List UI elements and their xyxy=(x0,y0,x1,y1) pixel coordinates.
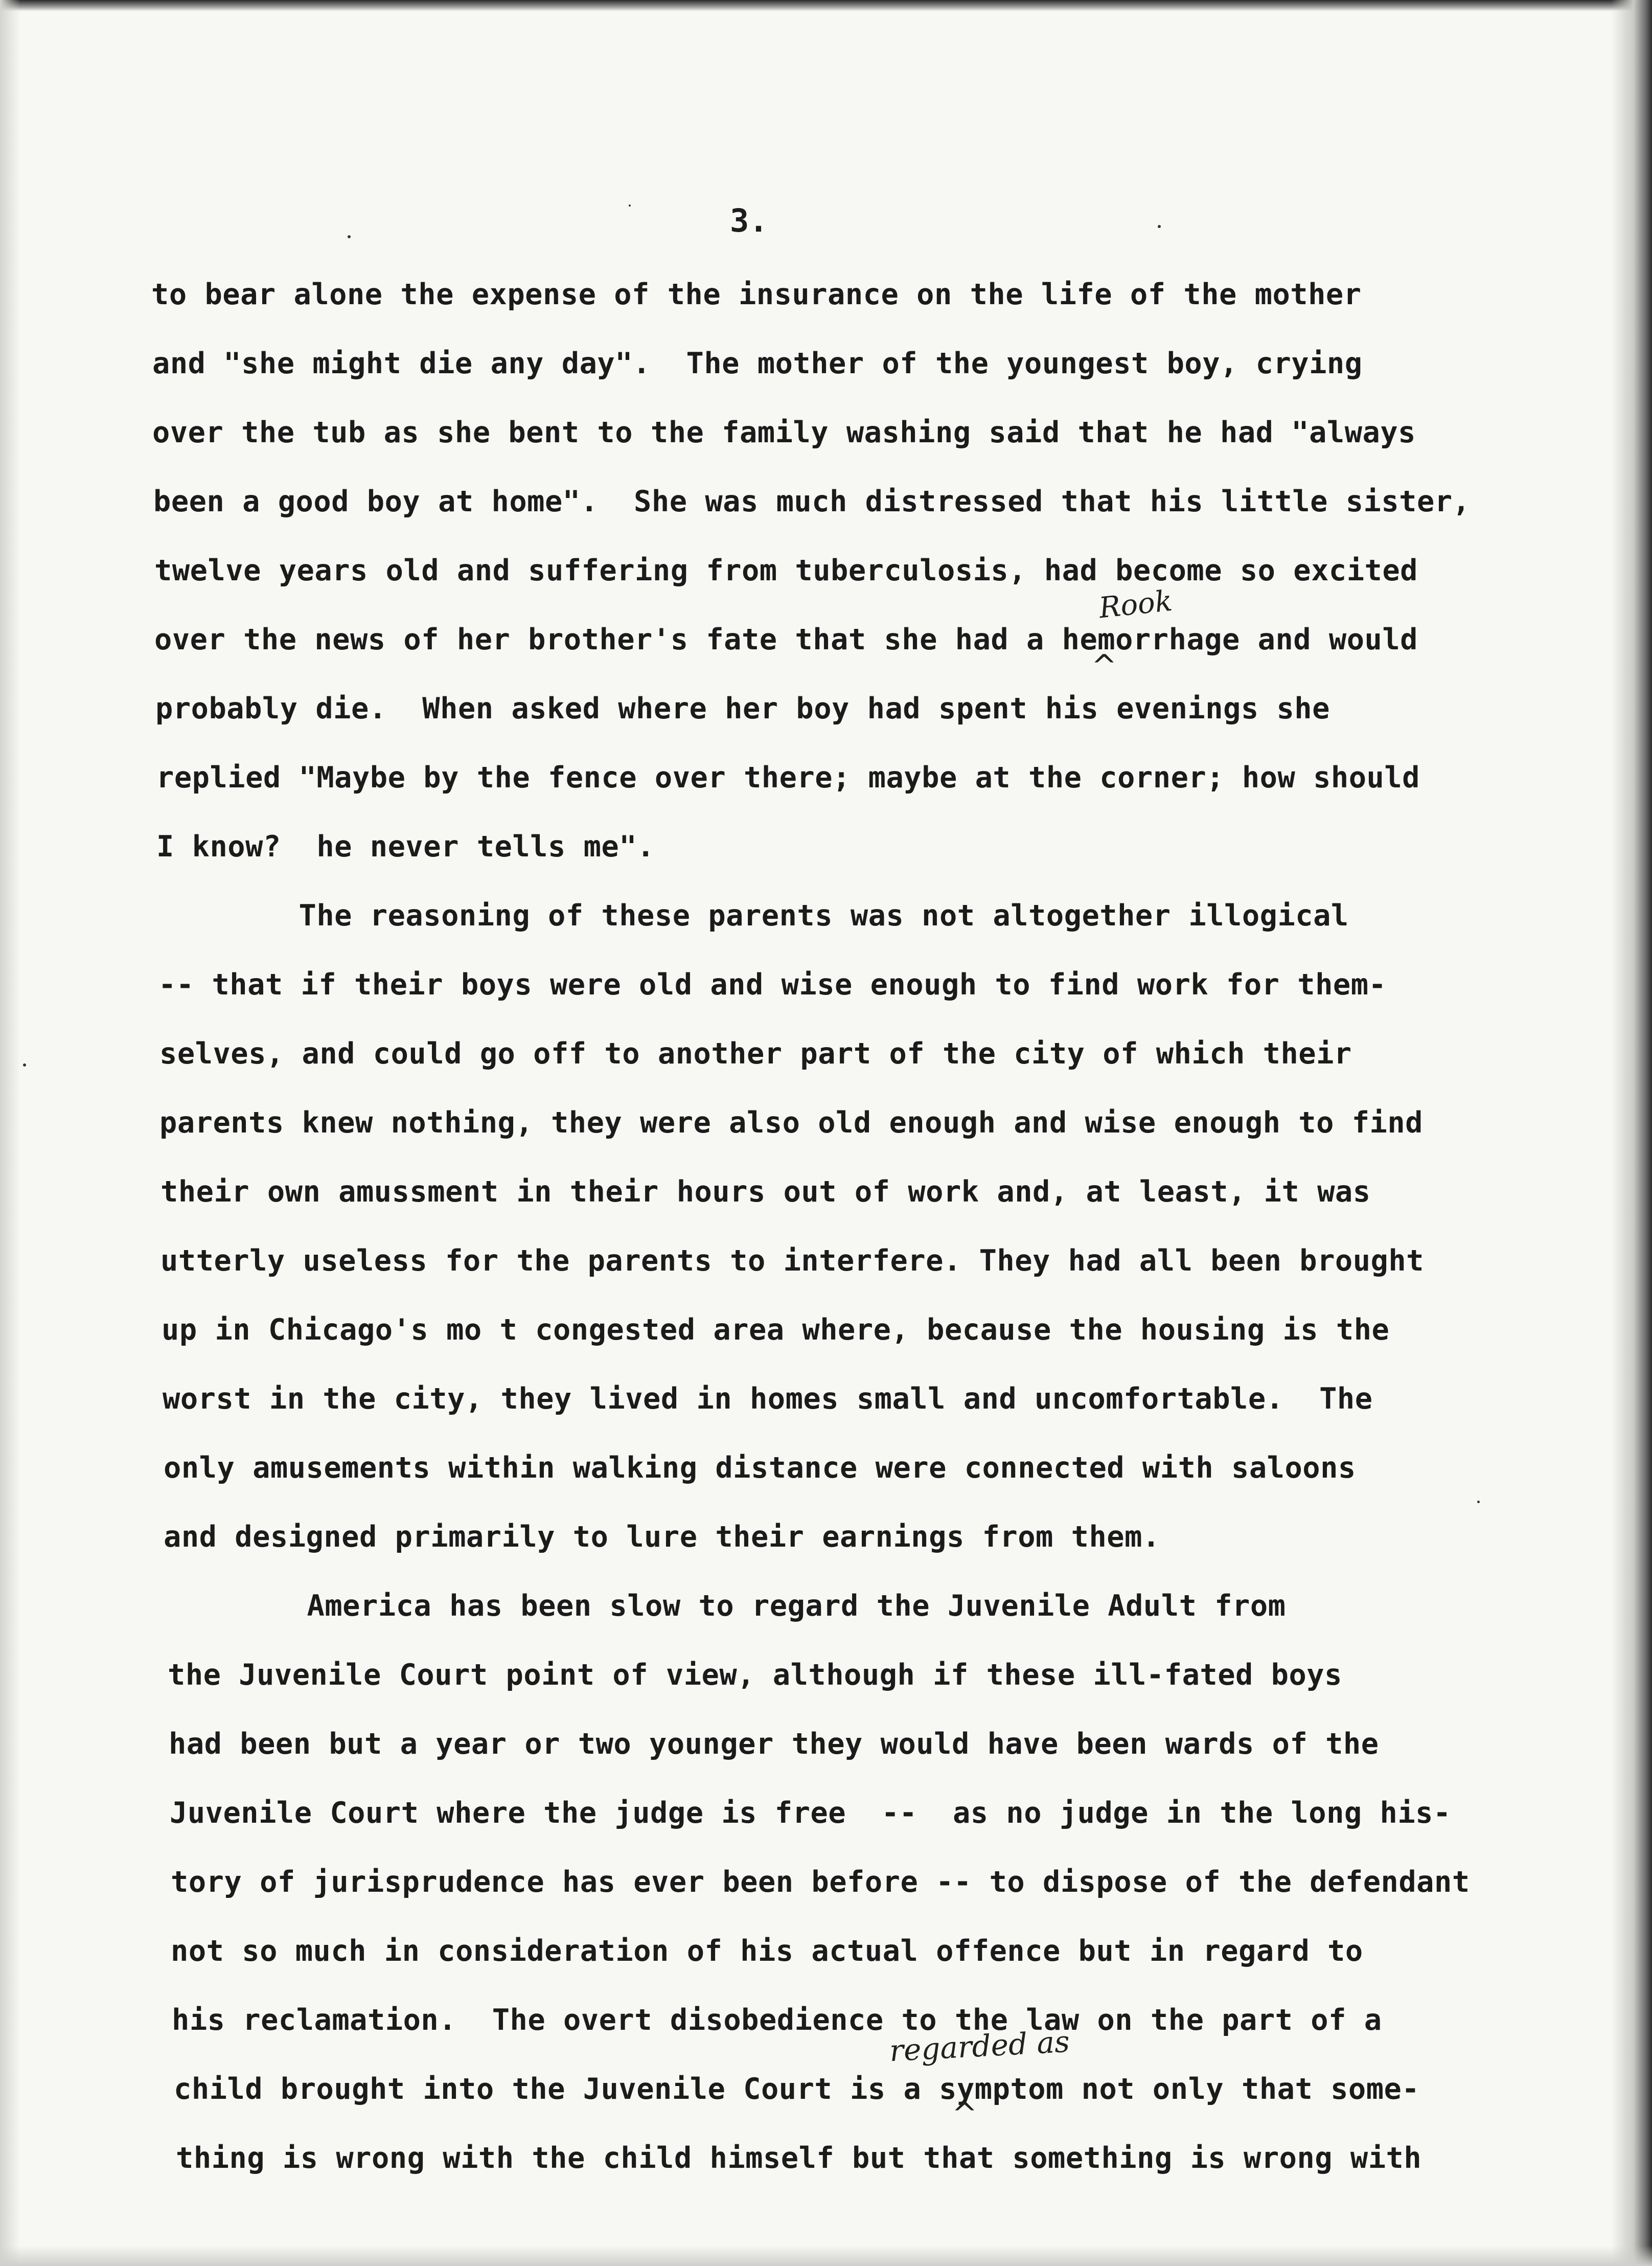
text-line: tory of jurisprudence has ever been before -- to dispose of the defendant xyxy=(171,1865,1470,1899)
text-line: been a good boy at home". She was much distressed that his little sister, xyxy=(153,485,1471,518)
text-line: over the news of her brother's fate that she had a hemorrhage and would xyxy=(154,623,1418,656)
text-line: their own amussment in their hours out of work and, at least, it was xyxy=(160,1175,1371,1209)
text-line: worst in the city, they lived in homes small and uncomfortable. The xyxy=(163,1382,1373,1416)
scan-edge-bottom xyxy=(0,2246,1652,2266)
text-line: and designed primarily to lure their earnings from them. xyxy=(164,1520,1160,1554)
text-line: only amusements within walking distance were connected with saloons xyxy=(164,1451,1356,1485)
text-line: America has been slow to regard the Juvenile Adult from xyxy=(165,1589,1286,1623)
text-line: had been but a year or two younger they would have been wards of the xyxy=(169,1727,1379,1761)
text-line: thing is wrong with the child himself but that something is wrong with xyxy=(176,2141,1422,2175)
text-line: twelve years old and suffering from tuberculosis, had become so excited xyxy=(154,554,1418,587)
text-line: Juvenile Court where the judge is free -- as no judge in the long his- xyxy=(170,1796,1451,1830)
text-line: child brought into the Juvenile Court is a symptom not only that some- xyxy=(174,2072,1420,2106)
text-line: up in Chicago's mo t congested area where, because the housing is the xyxy=(162,1313,1390,1347)
scan-speck xyxy=(629,205,631,207)
scan-edge-right xyxy=(1611,0,1652,2266)
handwritten-insertion: Rook xyxy=(1097,584,1174,625)
scan-speck xyxy=(1477,1501,1480,1503)
scan-edge-left xyxy=(0,0,20,2266)
text-line: replied "Maybe by the fence over there; maybe at the corner; how should xyxy=(156,761,1420,795)
text-line: the Juvenile Court point of view, although if these ill-fated boys xyxy=(168,1658,1342,1692)
text-line: and "she might die any day". The mother of the youngest boy, crying xyxy=(152,347,1363,380)
handwritten-insertion: regarded as xyxy=(888,2024,1071,2069)
text-line: parents knew nothing, they were also old enough and wise enough to find xyxy=(159,1106,1423,1140)
page-number: 3. xyxy=(730,202,768,239)
text-line: over the tub as she bent to the family washing said that he had "always xyxy=(152,416,1416,449)
text-line: I know? he never tells me". xyxy=(156,830,655,864)
scan-edge-top xyxy=(0,0,1652,11)
text-line: The reasoning of these parents was not altogether illogical xyxy=(156,899,1349,933)
text-line: his reclamation. The overt disobedience to the law on the part of a xyxy=(172,2003,1382,2037)
text-line: -- that if their boys were old and wise enough to find work for them- xyxy=(158,968,1387,1002)
scan-speck xyxy=(23,1063,26,1067)
scan-speck xyxy=(1158,225,1161,228)
text-line: selves, and could go off to another part of the city of which their xyxy=(159,1037,1352,1071)
insertion-caret: ^ xyxy=(1091,648,1117,684)
text-line: probably die. When asked where her boy had spent his evenings she xyxy=(155,692,1330,726)
insertion-caret: ^ xyxy=(952,2096,978,2132)
scan-speck xyxy=(348,235,351,238)
text-line: to bear alone the expense of the insurance on the life of the mother xyxy=(151,278,1362,311)
text-line: utterly useless for the parents to interfere. They had all been brought xyxy=(160,1244,1424,1278)
text-line: not so much in consideration of his actual offence but in regard to xyxy=(171,1934,1363,1968)
